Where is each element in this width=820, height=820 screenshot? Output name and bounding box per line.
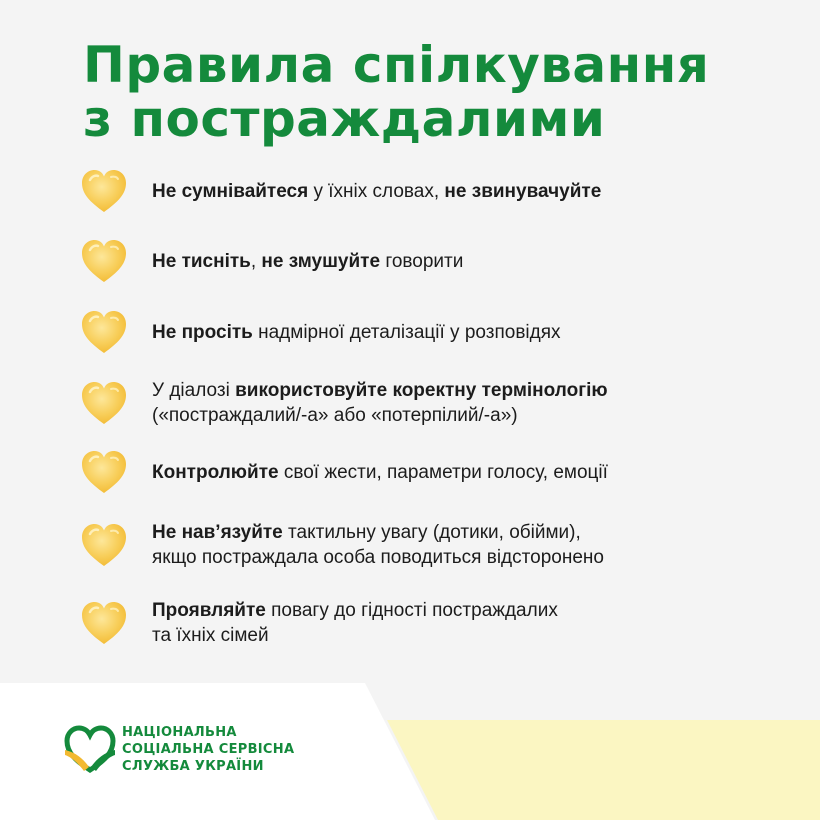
heart-icon xyxy=(80,449,128,495)
title-line-1: Правила спілкування xyxy=(83,36,710,94)
rule-segment: свої жести, параметри голосу, емоції xyxy=(278,461,608,483)
logo xyxy=(62,723,294,775)
rule-text-line xyxy=(152,598,558,623)
rule-text xyxy=(152,460,608,485)
rule-segment: та їхніх сімей xyxy=(152,625,269,646)
rule-segment: говорити xyxy=(380,250,464,272)
rule-segment: тактильну увагу (дотики, обійми), xyxy=(282,522,581,543)
rule-text xyxy=(152,378,608,428)
rule-emphasis: Не тисніть xyxy=(152,250,251,272)
rule-segment: повагу до гідності постраждалих xyxy=(265,600,558,621)
rule-emphasis: Проявляйте xyxy=(152,600,266,621)
rule-emphasis: Контролюйте xyxy=(152,461,279,483)
rule-emphasis: Не сумнівайтеся xyxy=(152,180,309,202)
rule-text-line xyxy=(152,320,561,345)
rule-item xyxy=(80,520,780,570)
rule-text-line xyxy=(152,378,608,403)
rule-segment: надмірної деталізації у розповідях xyxy=(252,321,561,343)
logo-line-2: СОЦІАЛЬНА СЕРВІСНА xyxy=(122,741,295,757)
logo-line-1: НАЦІОНАЛЬНА xyxy=(122,724,237,740)
rule-emphasis: використовуйте коректну термінологію xyxy=(235,380,608,401)
rule-text xyxy=(152,520,604,570)
rule-item xyxy=(80,309,780,355)
rule-emphasis: не звинувачуйте xyxy=(444,180,602,202)
rule-text xyxy=(152,320,561,345)
heart-icon xyxy=(80,380,128,426)
rule-item xyxy=(80,168,780,214)
rule-segment: у їхніх словах, xyxy=(308,180,445,202)
rule-item xyxy=(80,449,780,495)
rule-text-line xyxy=(152,545,604,570)
logo-text xyxy=(122,724,294,775)
heart-icon xyxy=(80,522,128,568)
rule-text-line xyxy=(152,623,558,648)
heart-icon xyxy=(80,309,128,355)
rule-text-line xyxy=(152,460,608,485)
heart-icon xyxy=(80,600,128,646)
heart-icon xyxy=(80,238,128,284)
heart-icon xyxy=(80,168,128,214)
rule-emphasis: Не нав’язуйте xyxy=(152,522,283,543)
rule-text-line xyxy=(152,520,604,545)
rule-text xyxy=(152,598,558,648)
rule-segment: якщо постраждала особа поводиться відсторонено xyxy=(152,547,604,568)
rule-item xyxy=(80,598,780,648)
rule-segment: («постраждалий/-а» або «потерпілий/-а») xyxy=(152,405,518,426)
rule-text-line xyxy=(152,179,601,204)
rule-segment: , xyxy=(250,250,262,272)
rule-item xyxy=(80,238,780,284)
rule-text-line xyxy=(152,249,463,274)
page-title xyxy=(83,38,763,146)
rule-emphasis: Не просіть xyxy=(152,321,253,343)
rule-emphasis: не змушуйте xyxy=(261,250,381,272)
rule-text xyxy=(152,179,601,204)
heart-hands-logo-icon xyxy=(62,723,118,775)
rule-segment: У діалозі xyxy=(152,380,236,401)
rule-item xyxy=(80,378,780,428)
rule-text xyxy=(152,249,463,274)
rule-text-line xyxy=(152,403,608,428)
title-line-2: з постраждалими xyxy=(83,90,606,148)
logo-line-3: СЛУЖБА УКРАЇНИ xyxy=(122,758,264,774)
